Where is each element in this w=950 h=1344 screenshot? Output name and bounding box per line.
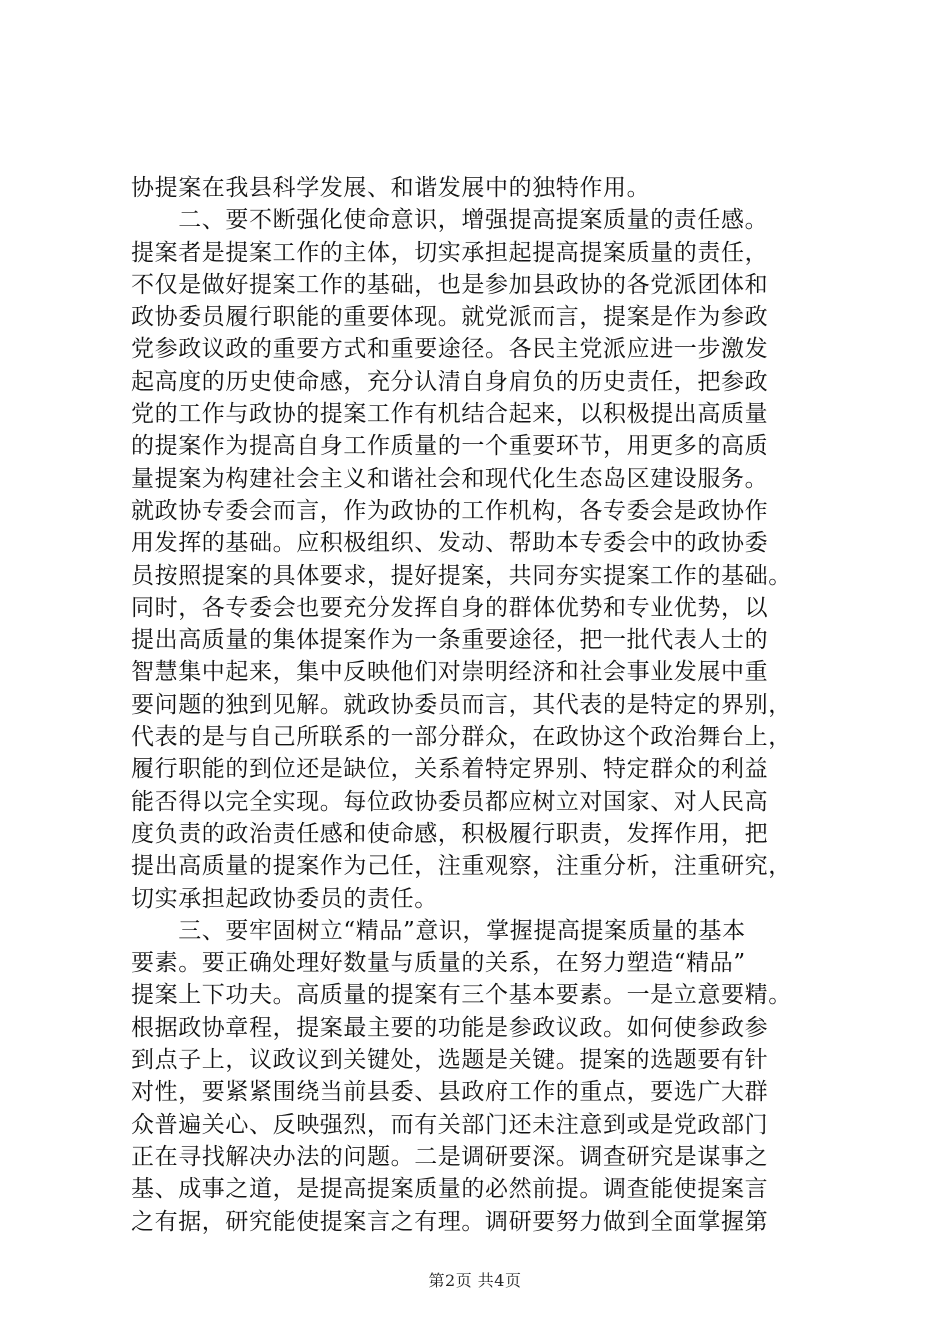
text-line: 员按照提案的具体要求，提好提案，共同夯实提案工作的基础。 [131,562,792,589]
text-line: 就政协专委会而言，作为政协的工作机构，各专委会是政协作 [131,497,769,524]
text-line: 起高度的历史使命感，充分认清自身肩负的历史责任，把参政 [131,368,769,395]
text-line: 度负责的政治责任感和使命感，积极履行职责，发挥作用，把 [131,820,769,847]
text-line: 要问题的独到见解。就政协委员而言，其代表的是特定的界别， [131,691,792,718]
text-line: 根据政协章程，提案最主要的功能是参政议政。如何使参政参 [131,1014,769,1041]
text-line: 政协委员履行职能的重要体现。就党派而言，提案是作为参政 [131,304,769,331]
text-line: 代表的是与自己所联系的一部分群众，在政协这个政治舞台上， [131,724,792,751]
text-line: 能否得以完全实现。每位政协委员都应树立对国家、对人民高 [131,788,769,815]
text-line: 量提案为构建社会主义和谐社会和现代化生态岛区建设服务。 [131,465,769,492]
text-line: 提案上下功夫。高质量的提案有三个基本要素。一是立意要精。 [131,982,792,1009]
text-line: 到点子上，议政议到关键处，选题是关键。提案的选题要有针 [131,1047,769,1074]
text-line: 协提案在我县科学发展、和谐发展中的独特作用。 [131,175,651,201]
text-line: 提出高质量的集体提案作为一条重要途径，把一批代表人士的 [131,627,769,654]
text-line: 要素。要正确处理好数量与质量的关系，在努力塑造“精品” [131,950,746,977]
text-line: 用发挥的基础。应积极组织、发动、帮助本专委会中的政协委 [131,530,769,557]
page-number: 第2页 共4页 [428,1271,522,1290]
section-heading-line: 三、要牢固树立“精品”意识，掌握提高提案质量的基本 [131,917,746,944]
document-body [131,172,831,1238]
text-line: 提出高质量的提案作为己任，注重观察，注重分析，注重研究， [131,853,792,880]
text-line: 提案者是提案工作的主体，切实承担起提高提案质量的责任， [131,239,769,266]
section-heading-line: 二、要不断强化使命意识，增强提高提案质量的责任感。 [131,207,769,234]
text-line: 切实承担起政协委员的责任。 [131,885,438,912]
text-line: 智慧集中起来，集中反映他们对崇明经济和社会事业发展中重 [131,659,769,686]
text-line: 基、成事之道，是提高提案质量的必然前提。调查能使提案言 [131,1176,769,1203]
text-line: 之有据，研究能使提案言之有理。调研要努力做到全面掌握第 [131,1208,769,1235]
text-line: 正在寻找解决办法的问题。二是调研要深。调查研究是谋事之 [131,1143,769,1170]
text-line: 履行职能的到位还是缺位，关系着特定界别、特定群众的利益 [131,756,769,783]
text-line: 对性，要紧紧围绕当前县委、县政府工作的重点，要选广大群 [131,1079,769,1106]
text-line: 党的工作与政协的提案工作有机结合起来，以积极提出高质量 [131,401,769,428]
text-line: 的提案作为提高自身工作质量的一个重要环节，用更多的高质 [131,433,769,460]
text-line: 党参政议政的重要方式和重要途径。各民主党派应进一步激发 [131,336,769,363]
text-line: 众普遍关心、反映强烈，而有关部门还未注意到或是党政部门 [131,1111,769,1138]
text-line: 不仅是做好提案工作的基础，也是参加县政协的各党派团体和 [131,271,769,298]
text-line: 同时，各专委会也要充分发挥自身的群体优势和专业优势，以 [131,594,769,621]
